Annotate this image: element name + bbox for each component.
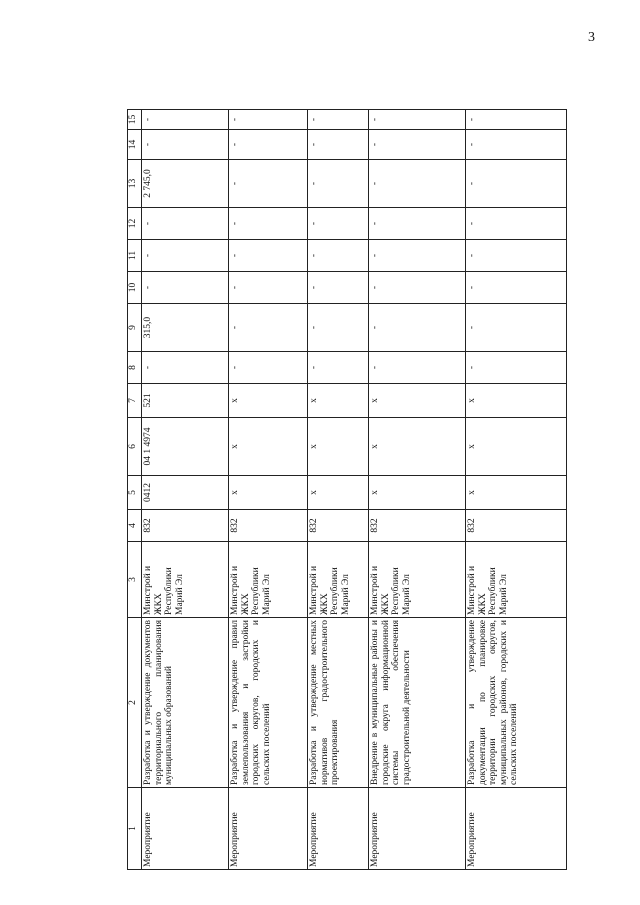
table-cell: x [229,476,308,510]
table-cell: x [308,476,369,510]
table-cell: 521 [142,384,229,418]
table-cell: - [308,240,369,272]
table-cell: 832 [308,510,369,542]
rotated-table-container [127,110,527,870]
type-cell: Мероприятие [229,788,308,870]
header-cell: 12 [128,208,142,240]
table-cell: 832 [142,510,229,542]
table-cell: 832 [369,510,466,542]
table-cell: x [308,384,369,418]
table-cell: x [369,418,466,476]
table-cell: x [308,418,369,476]
table-cell: - [466,352,567,384]
table-cell: - [229,130,308,160]
table-cell: - [466,160,567,208]
header-cell: 3 [128,542,142,618]
table-cell: - [229,352,308,384]
table-row [308,110,369,870]
table-cell: - [308,208,369,240]
table-cell: 2 745,0 [142,160,229,208]
table-cell: x [369,476,466,510]
type-cell: Мероприятие [308,788,369,870]
table-cell: - [466,208,567,240]
table-cell: 832 [229,510,308,542]
table-cell: - [229,208,308,240]
table-cell: - [142,272,229,304]
table-cell: - [466,130,567,160]
header-cell: 10 [128,272,142,304]
description-cell: Разработка и утверждение документов территориального планирования муниципальных образований [142,618,229,788]
header-cell: 2 [128,618,142,788]
type-cell: Мероприятие [142,788,229,870]
executor-cell: Минстрой и ЖКХ Республики Марий Эл [369,542,466,618]
type-cell: Мероприятие [369,788,466,870]
table-cell: - [142,130,229,160]
header-cell: 6 [128,418,142,476]
table-cell: - [369,130,466,160]
table-cell: - [142,110,229,130]
table-cell: x [466,418,567,476]
header-cell: 14 [128,130,142,160]
header-cell: 13 [128,160,142,208]
header-cell: 7 [128,384,142,418]
table-cell: - [466,272,567,304]
table-cell: x [229,418,308,476]
page-number: 3 [588,30,595,45]
table-cell: - [229,240,308,272]
header-cell: 4 [128,510,142,542]
header-cell: 8 [128,352,142,384]
table-cell: - [308,352,369,384]
table-cell: x [229,384,308,418]
table-cell: - [308,130,369,160]
table-cell: - [229,160,308,208]
table-cell: x [466,476,567,510]
table-cell: - [369,304,466,352]
table-cell: - [229,110,308,130]
table-cell: 0412 [142,476,229,510]
table-row [369,110,466,870]
header-cell: 11 [128,240,142,272]
table-cell: - [369,352,466,384]
table-cell: - [369,110,466,130]
header-cell: 9 [128,304,142,352]
table-cell: - [369,272,466,304]
table-cell: - [466,304,567,352]
header-cell: 1 [128,788,142,870]
executor-cell: Минстрой и ЖКХ Республики Марий Эл [466,542,567,618]
table-cell: - [369,208,466,240]
header-cell: 15 [128,110,142,130]
description-cell: Разработка и утверждение документации по планировке территории городских округов, муниципальных районов, городских и сельских поселений [466,618,567,788]
table-row [142,110,229,870]
table-cell: - [466,110,567,130]
table-cell: - [142,240,229,272]
table-cell: - [369,160,466,208]
table-cell: 832 [466,510,567,542]
table-row [466,110,567,870]
table-cell: - [142,352,229,384]
description-cell: Разработка и утверждение правил землепользования и застройки городских округов, городских и сельских поселений [229,618,308,788]
table-cell: 315,0 [142,304,229,352]
table-cell: - [308,304,369,352]
table-row [229,110,308,870]
executor-cell: Минстрой и ЖКХ Республики Марий Эл [308,542,369,618]
table-cell: x [369,384,466,418]
table-cell: - [369,240,466,272]
table-cell: - [229,304,308,352]
measures-table [127,109,567,870]
header-cell: 5 [128,476,142,510]
type-cell: Мероприятие [466,788,567,870]
description-cell: Внедрение в муниципальные районы и городские округа информационной системы обеспечения градостроительной деятельности [369,618,466,788]
description-cell: Разработка и утверждение местных нормативов градостроительного проектирования [308,618,369,788]
header-row [128,110,142,870]
table-cell: - [308,160,369,208]
table-cell: - [229,272,308,304]
table-cell: - [142,208,229,240]
table-cell: x [466,384,567,418]
table-cell: - [466,240,567,272]
table-cell: - [308,272,369,304]
executor-cell: Минстрой и ЖКХ Республики Марий Эл [142,542,229,618]
executor-cell: Минстрой и ЖКХ Республики Марий Эл [229,542,308,618]
table-cell: 04 1 4974 [142,418,229,476]
table-cell: - [308,110,369,130]
